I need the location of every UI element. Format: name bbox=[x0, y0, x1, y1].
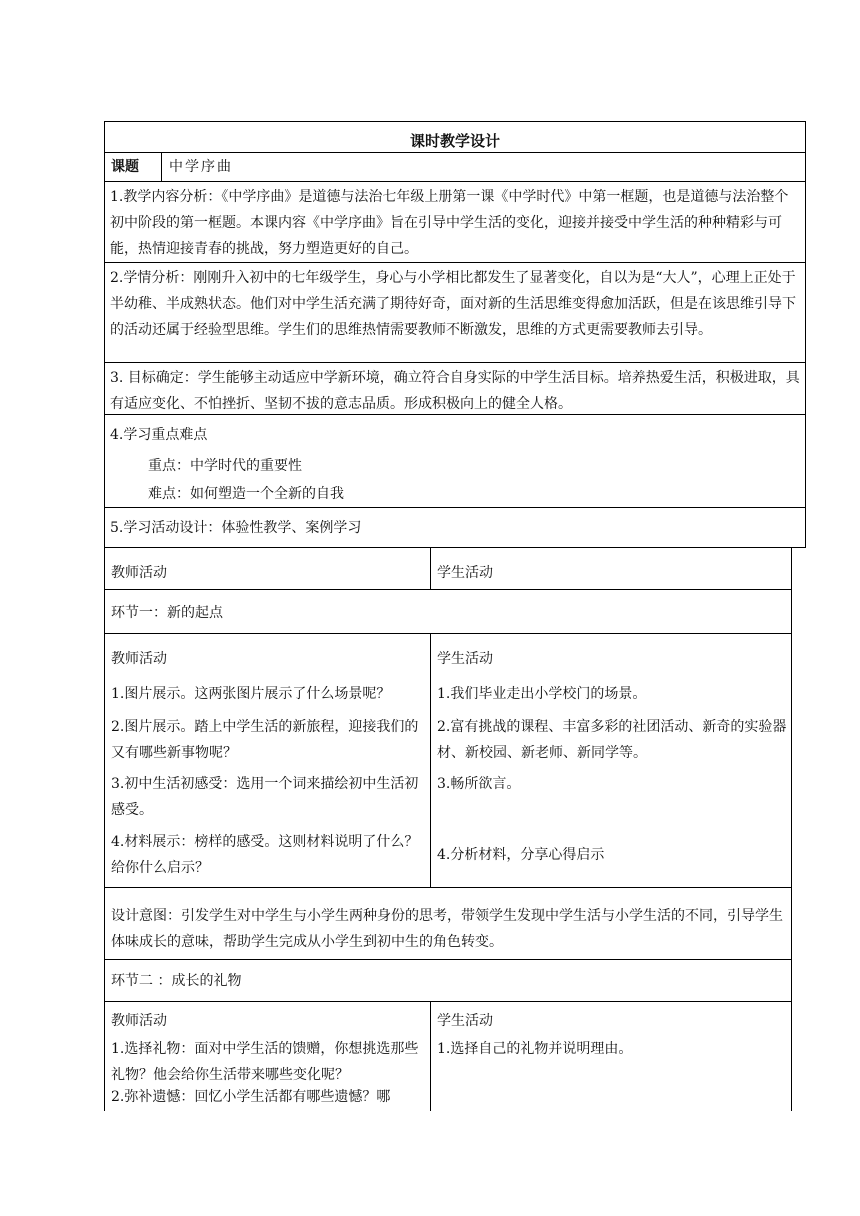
section1-design-intent: 设计意图：引发学生对中学生与小学生两种身份的思考，带领学生发现中学生活与小学生活的不同，引导学生体味成长的意味，帮助学生完成从小学生到初中生的角色转变。 bbox=[111, 908, 783, 950]
section1-heading: 环节一：新的起点 bbox=[111, 605, 223, 621]
section2-teacher-label: 教师活动 bbox=[111, 1013, 167, 1029]
section1-teacher-item: 1.图片展示。这两张图片展示了什么场景呢？ bbox=[111, 686, 391, 702]
section2-teacher-item: 2.弥补遗憾：回忆小学生活都有哪些遗憾？哪 bbox=[111, 1089, 391, 1105]
section1-teacher-item: 4.材料展示：榜样的感受。这则材料说明了什么？给你什么启示？ bbox=[111, 834, 419, 876]
section2-student-label: 学生活动 bbox=[437, 1013, 493, 1029]
teacher-activity-header: 教师活动 bbox=[111, 565, 167, 581]
student-activity-header: 学生活动 bbox=[437, 565, 493, 581]
section2-heading: 环节二 ：成长的礼物 bbox=[111, 973, 242, 989]
section1-teacher-label: 教师活动 bbox=[111, 651, 167, 667]
section1-student-label: 学生活动 bbox=[437, 651, 493, 667]
topic-label: 课题 bbox=[111, 159, 139, 175]
section1-teacher-item: 3.初中生活初感受：选用一个词来描绘初中生活初感受。 bbox=[111, 776, 419, 818]
student-analysis: 2.学情分析：刚刚升入初中的七年级学生，身心与小学相比都发生了显著变化，自以为是“大人”，心理上正处于半幼稚、半成熟状态。他们对中学生活充满了期待好奇，面对新的生活思维变得愈加活跃，但是在该思维引导下的活动还属于经验型思维。学生们的思维热情需要教师不断激发，思维的方式更需要教师去引导。 bbox=[110, 270, 796, 338]
section1-teacher-item: 2.图片展示。踏上中学生活的新旅程，迎接我们的又有哪些新事物呢？ bbox=[111, 719, 419, 761]
section1-student-item: 2.富有挑战的课程、丰富多彩的社团活动、新奇的实验器材、新校园、新老师、新同学等。 bbox=[437, 719, 787, 761]
key-point: 重点：中学时代的重要性 bbox=[148, 458, 302, 474]
document-title: 课时教学设计 bbox=[409, 132, 500, 150]
learning-goals: 3. 目标确定：学生能够主动适应中学新环境，确立符合自身实际的中学生活目标。培养热爱生活，积极进取，具有适应变化、不怕挫折、坚韧不拔的意志品质。形成积极向上的健全人格。 bbox=[110, 370, 800, 412]
key-points-heading: 4.学习重点难点 bbox=[110, 427, 208, 443]
section2-student-item: 1.选择自己的礼物并说明理由。 bbox=[437, 1041, 633, 1057]
activity-design: 5.学习活动设计：体验性教学、案例学习 bbox=[110, 520, 362, 536]
section2-teacher-item: 1.选择礼物：面对中学生活的馈赠，你想挑选那些礼物？他会给你生活带来哪些变化呢？ bbox=[111, 1041, 419, 1083]
section1-student-item: 1.我们毕业走出小学校门的场景。 bbox=[437, 686, 647, 702]
topic-value: 中学序曲 bbox=[169, 159, 233, 175]
content-analysis: 1.教学内容分析：《中学序曲》是道德与法治七年级上册第一课《中学时代》中第一框题，也是道德与法治整个初中阶段的第一框题。本课内容《中学序曲》旨在引导中学生活的变化，迎接并接受中学生活的种种精彩与可能，热情迎接青春的挑战，努力塑造更好的自己。 bbox=[110, 189, 789, 257]
section1-student-item: 3.畅所欲言。 bbox=[437, 776, 521, 792]
difficult-point: 难点：如何塑造一个全新的自我 bbox=[148, 486, 344, 502]
section1-student-item: 4.分析材料，分享心得启示 bbox=[437, 847, 605, 863]
